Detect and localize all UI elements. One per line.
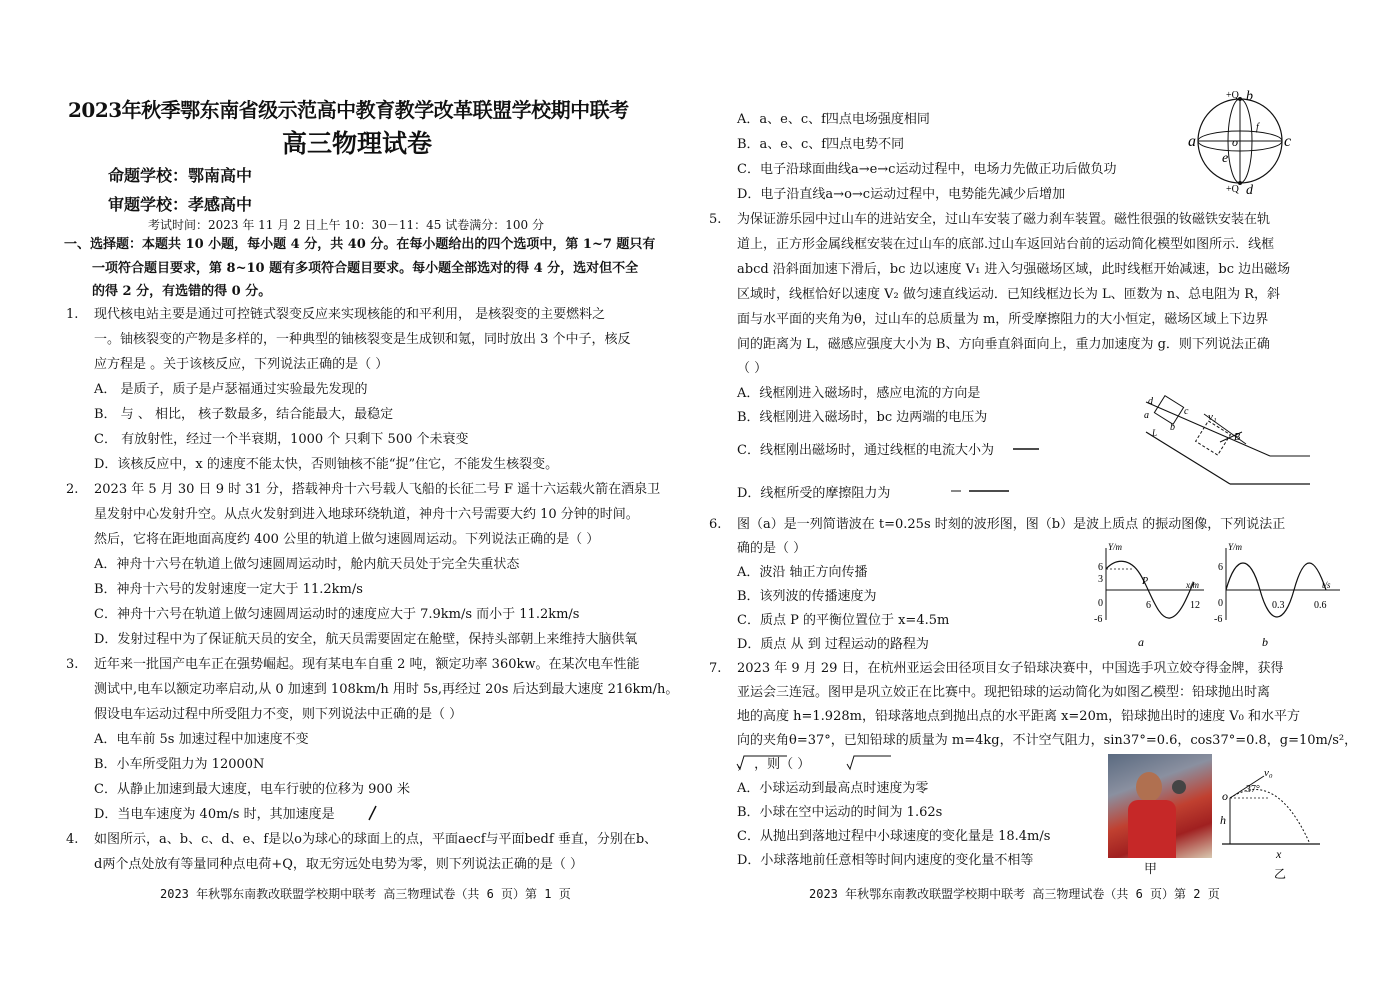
length-label: L (1152, 428, 1158, 438)
q7-text-5: ， ，则（ ） (737, 757, 811, 772)
height-label: h (1220, 813, 1226, 827)
tick-6-b: 6 (1218, 562, 1223, 573)
frame-d-label: d (1148, 396, 1153, 407)
tick-x6: 6 (1146, 600, 1151, 611)
origin-label: o (1222, 789, 1228, 803)
q2-option-d: D．发射过程中为了保证航天员的安全，航天员需要固定在舱壁，保持头部朝上来维持大脑供氧 (94, 632, 638, 647)
q4-option-d: D．电子沿直线a→o→c运动过程中，电势能先减少后增加 (737, 187, 1066, 202)
section-instructions-line1: 一、选择题：本题共 10 小题，每小题 4 分，共 40 分。在每小题给出的四个选项中，第 1~7 题只有 (64, 237, 656, 252)
q5-text-4: 区域时，线框恰好以速度 V₂ 做匀速直线运动．已知线框边长为 L、匝数为 n、总电阻为 R，斜 (737, 287, 1281, 302)
q5-option-a: A．线框刚进入磁场时，感应电流的方向是 (737, 386, 981, 401)
q5-text-7: （ ） (737, 361, 768, 376)
q2-option-b: B．神舟十六号的发射速度一定大于 11.2km/s (94, 582, 363, 597)
q2-text-1: 2023 年 5 月 30 日 9 时 31 分，搭载神舟十六号载人飞船的长征二号 F 遥十六运载火箭在酒泉卫 (94, 482, 661, 497)
point-d-label: d (1246, 183, 1253, 198)
q6-option-d: D．质点 从 到 过程运动的路程为 (737, 637, 929, 652)
point-a-label: a (1188, 133, 1196, 150)
question-number: 4. (66, 832, 79, 847)
q2-option-c: C．神舟十六号在轨道上做匀速圆周运动时的速度应大于 7.9km/s 而小于 11.2km/s (94, 607, 580, 622)
q5-text-3: abcd 沿斜面加速下滑后，bc 边以速度 V₁ 进入匀强磁场区域，此时线框开始减速，bc 边出磁场 (737, 262, 1291, 277)
q1-option-b: B． 与 、 相比， 核子数最多，结合能最大，最稳定 (94, 407, 394, 422)
question-number: 7. (709, 661, 722, 676)
q4-option-a: A．a、e、c、f四点电场强度相同 (737, 112, 930, 127)
field-label: B (1234, 432, 1241, 443)
q4-option-b: B．a、e、c、f四点电势不同 (737, 137, 905, 152)
q2-text-2: 星发射中心发射升空。从点火发射到进入地球环绕轨道，神舟十六号需要大约 10 分钟的时间。 (94, 507, 639, 522)
angle-label: 37° (1246, 784, 1260, 795)
q1-option-c: C． 有放射性，经过一个半衰期，1000 个 只剩下 500 个未衰变 (94, 432, 469, 447)
distance-label: x (1276, 847, 1282, 861)
y-axis-label-a: Y/m (1108, 542, 1123, 552)
question-number: 5. (709, 212, 722, 227)
tick-t03: 0.3 (1272, 600, 1285, 611)
q6-option-b: B．该列波的传播速度为 (737, 589, 877, 604)
question-number: 2. (66, 482, 79, 497)
q4-option-c: C．电子沿球面曲线a→e→c运动过程中，电场力先做正功后做负功 (737, 162, 1117, 177)
fraction-bar (949, 484, 1011, 498)
tick-x12: 12 (1190, 600, 1200, 611)
q3-option-d: D．当电车速度为 40m/s 时，其加速度是 (94, 807, 335, 822)
q3-option-c: C．从静止加速到最大速度，电车行驶的位移为 900 米 (94, 782, 411, 797)
question-number: 1. (66, 307, 79, 322)
q7-text-4: 向的夹角θ=37°，已知铅球的质量为 m=4kg，不计空气阻力，sin37°=0.6，cos37°=0.8，g=10m/s²， (737, 733, 1358, 748)
fraction-bar (1011, 443, 1041, 455)
athlete-photo (1108, 754, 1212, 858)
q3-option-a: A．电车前 5s 加速过程中加速度不变 (94, 732, 309, 747)
projectile-figure (1216, 762, 1326, 880)
charge-label-bottom: +Q (1226, 184, 1239, 195)
point-o-label: o (1232, 135, 1238, 149)
tick-0-b: 0 (1218, 598, 1223, 609)
sqrt-symbols (735, 754, 895, 772)
tick-neg6-a: -6 (1094, 614, 1103, 625)
incline-magnet-figure (1140, 384, 1315, 496)
photo-caption-jia: 甲 (1144, 862, 1158, 877)
velocity-label: v₁ (1208, 411, 1217, 423)
charge-label-top: +Q (1226, 90, 1239, 101)
q5-text-2: 道上，正方形金属线框安装在过山车的底部.过山车返回站台前的运动简化模型如图所示．线框 (737, 237, 1275, 252)
slash-mark (365, 804, 379, 822)
tick-6-a: 6 (1098, 562, 1103, 573)
tick-3-a: 3 (1098, 574, 1103, 585)
tick-neg6-b: -6 (1214, 614, 1223, 625)
tick-0-a: 0 (1098, 598, 1103, 609)
point-c-label: c (1284, 133, 1292, 150)
q3-option-b: B．小车所受阻力为 12000N (94, 757, 265, 772)
frame-b-label: b (1170, 422, 1175, 433)
q1-option-d: D．该核反应中，x 的速度不能太快，否则铀核不能“捉”住它，不能发生核裂变。 (94, 457, 559, 472)
q5-option-b: B．线框刚进入磁场时，bc 边两端的电压为 (737, 410, 988, 425)
exam-title: 2023年秋季鄂东南省级示范高中教育教学改革联盟学校期中联考 (68, 98, 629, 122)
q5-text-5: 面与水平面的夹角为θ，过山车的总质量为 m，所受摩擦阻力的大小恒定，磁场区域上下边界 (737, 312, 1269, 327)
question-number: 3. (66, 657, 79, 672)
footer-right: 2023 年秋鄂东南教改联盟学校期中联考 高三物理试卷（共 6 页）第 2 页 (809, 887, 1220, 901)
q5-option-d: D．线框所受的摩擦阻力为 (737, 486, 891, 501)
q7-option-d: D．小球落地前任意相等时间内速度的变化量不相等 (737, 853, 1034, 868)
exam-info: 考试时间：2023 年 11 月 2 日上午 10：30－11：45 试卷满分：100 分 (148, 218, 544, 232)
tick-t06: 0.6 (1314, 600, 1327, 611)
frame-c-label: c (1184, 406, 1189, 417)
t-axis-label: t/s (1322, 580, 1331, 590)
q7-text-2: 亚运会三连冠。图甲是巩立姣正在比赛中。现把铅球的运动简化为如图乙模型：铅球抛出时离 (737, 685, 1271, 700)
q5-option-c: C．线框刚出磁场时，通过线框的电流大小为 (737, 443, 994, 458)
proposer-school: 命题学校：鄂南高中 (108, 166, 253, 185)
q1-text-3: 应方程是 。关于该核反应，下列说法正确的是（ ） (94, 357, 389, 372)
q6-text-1: 图（a）是一列简谐波在 t=0.25s 时刻的波形图，图（b）是波上质点 的振动图像，下列说法正 (737, 517, 1286, 532)
q7-option-b: B．小球在空中运动的时间为 1.62s (737, 805, 943, 820)
point-p-label: P (1142, 576, 1149, 587)
q7-text-3: 地的高度 h=1.928m，铅球落地点到抛出点的水平距离 x=20m，铅球抛出时的速度 V₀ 和水平方 (737, 709, 1301, 724)
point-f-label: f (1256, 122, 1259, 133)
q3-text-1: 近年来一批国产电车正在强势崛起。现有某电车自重 2 吨，额定功率 360kw。在某次电车性能 (94, 657, 640, 672)
graph-a-caption: a (1138, 635, 1144, 649)
q1-text-2: 一。铀核裂变的产物是多样的，一种典型的铀核裂变是生成钡和氪，同时放出 3 个中子，核反 (94, 332, 631, 347)
wave-graphs (1094, 540, 1344, 650)
frame-a-label: a (1144, 410, 1149, 421)
x-axis-label: x/m (1186, 580, 1199, 590)
q1-text-1: 现代核电站主要是通过可控链式裂变反应来实现核能的和平利用， 是核裂变的主要燃料之 (94, 307, 606, 322)
figure-caption-yi: 乙 (1274, 867, 1287, 880)
question-number: 6. (709, 517, 722, 532)
section-instructions-line3: 的得 2 分，有选错的得 0 分。 (92, 284, 272, 299)
q5-text-1: 为保证游乐园中过山车的进站安全，过山车安装了磁力刹车装置。磁性很强的钕磁铁安装在轨 (737, 212, 1271, 227)
q6-text-2: 确的是（ ） (737, 541, 807, 556)
sphere-charge-figure (1188, 86, 1298, 198)
y-axis-label-b: Y/m (1228, 542, 1243, 552)
q2-text-3: 然后，它将在距地面高度约 400 公里的轨道上做匀速圆周运动。下列说法正确的是（ ） (94, 532, 600, 547)
q2-option-a: A．神舟十六号在轨道上做匀速圆周运动时，舱内航天员处于完全失重状态 (94, 557, 520, 572)
reviewer-school: 审题学校：孝感高中 (108, 195, 253, 214)
q5-text-6: 间的距离为 L，磁感应强度大小为 B、方向垂直斜面向上，重力加速度为 g．则下列说法正确 (737, 337, 1270, 352)
q7-text-1: 2023 年 9 月 29 日，在杭州亚运会田径项目女子铅球决赛中，中国选手巩立姣夺得金牌，获得 (737, 661, 1284, 676)
footer-left: 2023 年秋鄂东南教改联盟学校期中联考 高三物理试卷（共 6 页）第 1 页 (160, 887, 571, 901)
graph-b-caption: b (1262, 635, 1268, 649)
point-b-label: b (1246, 89, 1253, 104)
q4-text-1: 如图所示，a、b、c、d、e、f是以o为球心的球面上的点，平面aecf与平面bedf 垂直，分别在b、 (94, 832, 658, 847)
point-e-label: e (1222, 151, 1229, 166)
q1-option-a: A． 是质子，质子是卢瑟福通过实验最先发现的 (94, 382, 368, 397)
q4-text-2: d两个点处放有等量同种点电荷+Q，取无穷远处电势为零，则下列说法正确的是（ ） (94, 857, 584, 872)
q6-option-c: C．质点 P 的平衡位置位于 x=4.5m (737, 613, 950, 628)
v0-label: v₀ (1264, 767, 1273, 779)
q6-option-a: A．波沿 轴正方向传播 (737, 565, 868, 580)
q3-text-3: 假设电车运动过程中所受阻力不变，则下列说法中正确的是（ ） (94, 707, 463, 722)
exam-subtitle: 高三物理试卷 (282, 129, 433, 158)
section-instructions-line2: 一项符合题目要求，第 8~10 题有多项符合题目要求。每小题全部选对的得 4 分，选对但不全 (92, 261, 639, 276)
q7-option-c: C．从抛出到落地过程中小球速度的变化量是 18.4m/s (737, 829, 1051, 844)
q3-text-2: 测试中,电车以额定功率启动,从 0 加速到 108km/h 用时 5s,再经过 20s 后达到最大速度 216km/h。 (94, 682, 679, 697)
q7-option-a: A．小球运动到最高点时速度为零 (737, 781, 929, 796)
